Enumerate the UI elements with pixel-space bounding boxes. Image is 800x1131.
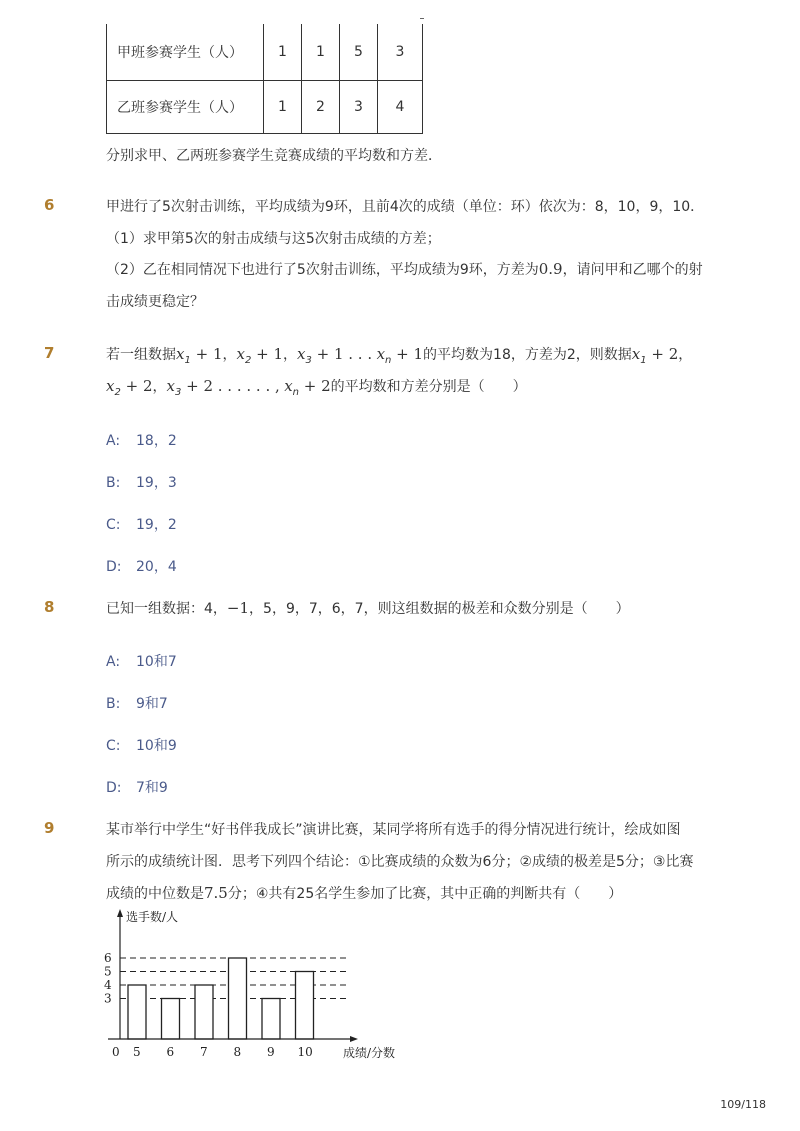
option-b[interactable]: B: 19，3 (106, 475, 177, 491)
cell: 1 (264, 81, 302, 134)
bar-5 (128, 985, 146, 1039)
x-tick-label: 9 (267, 1045, 275, 1059)
option-b[interactable]: B: 9和7 (106, 696, 168, 712)
option-c[interactable]: C: 10和9 (106, 738, 177, 754)
x-tick-label: 8 (233, 1045, 242, 1059)
cell: 3 (378, 24, 423, 81)
y-tick-label: 6 (104, 951, 112, 965)
cell: 2 (302, 81, 340, 134)
q7-line-1: 若一组数据$x_1 + 1$，$x_2 + 1$，$x_3 + 1$ . . . $x_n + 1$的平均数为18，方差为2，则数据$x_1 + 2$， (106, 345, 693, 366)
bar-8 (229, 958, 247, 1039)
question-number-6: 6 (44, 196, 55, 214)
table-row (107, 81, 423, 134)
y-tick-label: 3 (104, 991, 112, 1006)
math-expression: $x_1 + 1$，$x_2 + 1$，$x_3 + 1$ . . . $x_n + 1$ (176, 345, 424, 366)
x-tick-label: 6 (166, 1045, 175, 1059)
option-a[interactable]: A: 18，2 (106, 433, 177, 449)
cell: 5 (340, 24, 378, 81)
q6-line-1: 甲进行了5次射击训练，平均成绩为9环，且前4次的成绩（单位：环）依次为：8，10，9，10． (106, 199, 705, 215)
q6-line-4: 击成绩更稳定？ (106, 294, 204, 310)
y-axis-arrow (117, 909, 123, 917)
q9-line-1: 某市举行中学生“好书伴我成长”演讲比赛，某同学将所有选手的得分情况进行统计，绘成如图 (106, 822, 681, 838)
math-value: 0.9 (538, 260, 563, 278)
q6-line-3: （2）乙在相同情况下也进行了5次射击训练，平均成绩为9环，方差为0.9，请问甲和乙哪个的射 (106, 260, 703, 278)
cell: 3 (340, 81, 378, 134)
option-c[interactable]: C: 19，2 (106, 517, 177, 533)
bar-9 (262, 999, 280, 1040)
y-tick-labels (104, 951, 112, 1006)
cell: 4 (378, 81, 423, 134)
y-tick-label: 4 (104, 978, 112, 992)
q7-line-2: $x_2 + 2$，$x_3 + 2$ . . . . . . , $x_n + 2$的平均数和方差分别是（ ） (106, 377, 527, 398)
math-value: −1 (226, 599, 250, 617)
y-axis-label: 选手数/人 (126, 910, 179, 924)
q9-line-2: 所示的成绩统计图．思考下列四个结论：①比赛成绩的众数为6分；②成绩的极差是5分；③比赛 (106, 854, 694, 870)
x-axis-label: 成绩/分数 (343, 1046, 396, 1060)
x-tick-label: 7 (200, 1045, 208, 1059)
math-expression: $x_2 + 2$，$x_3 + 2$ . . . . . . , $x_n + 2$ (106, 377, 331, 398)
bar-7 (195, 985, 213, 1039)
score-bar-chart (100, 905, 410, 1065)
row-label: 乙班参赛学生（人） (107, 81, 264, 134)
bar-10 (296, 972, 314, 1040)
bar-6 (162, 999, 180, 1040)
cell: 1 (302, 24, 340, 81)
x-tick-label: 10 (297, 1045, 313, 1059)
page-number: 109/118 (720, 1098, 766, 1111)
x-tick-label: 5 (133, 1045, 141, 1059)
math-expression: $x_1 + 2$， (631, 345, 693, 366)
q6-line-2: （1）求甲第5次的射击成绩与这5次射击成绩的方差； (106, 231, 441, 247)
score-table (106, 24, 423, 134)
option-d[interactable]: D: 7和9 (106, 780, 168, 796)
math-value: 7.5 (204, 884, 228, 902)
q8-line-1: 已知一组数据：4，−1，5，9，7，6，7，则这组数据的极差和众数分别是（ ） (106, 599, 630, 617)
question-number-7: 7 (44, 344, 55, 362)
cell: 1 (264, 24, 302, 81)
y-tick-label: 5 (104, 964, 112, 979)
option-a[interactable]: A: 10和7 (106, 654, 177, 670)
option-d[interactable]: D: 20，4 (106, 559, 177, 575)
question-number-9: 9 (44, 819, 55, 837)
q9-line-3: 成绩的中位数是7.5分；④共有25名学生参加了比赛，其中正确的判断共有（ ） (106, 884, 623, 902)
q5-tail-text: 分别求甲、乙两班参赛学生竞赛成绩的平均数和方差． (106, 148, 442, 164)
x-axis-arrow (350, 1036, 358, 1042)
question-number-8: 8 (44, 598, 55, 616)
top-mark (420, 18, 424, 19)
origin-label: 0 (112, 1045, 120, 1059)
row-label: 甲班参赛学生（人） (107, 24, 264, 81)
table-row (107, 24, 423, 81)
x-tick-labels (133, 1045, 313, 1059)
